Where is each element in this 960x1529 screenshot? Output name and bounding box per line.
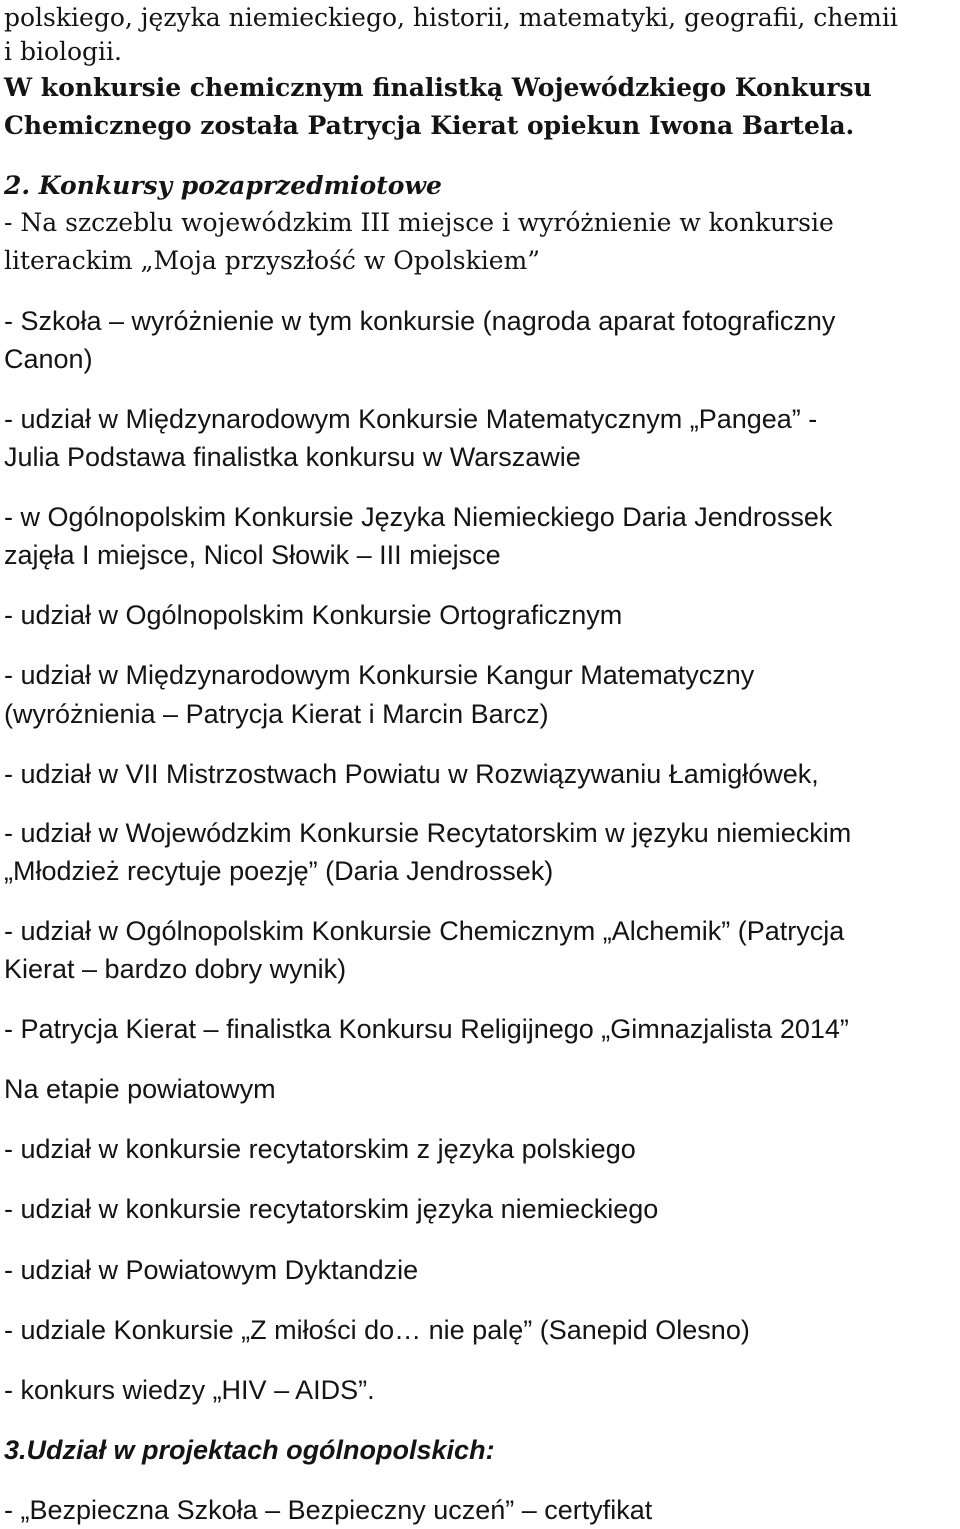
s2-paragraph-9-line-1: - udział w Ogólnopolskim Konkursie Chemicznym „Alchemik” (Patrycja	[4, 916, 845, 946]
s2-paragraph-2-line-2: Canon)	[4, 344, 93, 374]
s2-paragraph-16: - konkurs wiedzy „HIV – AIDS”.	[4, 1375, 375, 1405]
s2-paragraph-3-line-2: Julia Podstawa finalistka konkursu w Warszawie	[4, 442, 581, 472]
s2-paragraph-2-line-1: - Szkoła – wyróżnienie w tym konkursie (nagroda aparat fotograficzny	[4, 306, 836, 336]
s2-paragraph-15: - udziale Konkursie „Z miłości do… nie palę” (Sanepid Olesno)	[4, 1315, 750, 1345]
section-3-heading: 3.Udział w projektach ogólnopolskich:	[4, 1435, 495, 1465]
s2-paragraph-7: - udział w VII Mistrzostwach Powiatu w Rozwiązywaniu Łamigłówek,	[4, 759, 819, 789]
s2-paragraph-3-line-1: - udział w Międzynarodowym Konkursie Matematycznym „Pangea” -	[4, 404, 818, 434]
s2-paragraph-4-line-2: zajęła I miejsce, Nicol Słowik – III miejsce	[4, 540, 501, 570]
intro-line-3: W konkursie chemicznym finalistką Wojewódzkiego Konkursu	[4, 73, 872, 102]
s2-paragraph-9-line-2: Kierat – bardzo dobry wynik)	[4, 954, 347, 984]
s2-paragraph-6-line-2: (wyróżnienia – Patrycja Kierat i Marcin Barcz)	[4, 699, 549, 729]
s2-paragraph-8-line-2: „Młodzież recytuje poezję” (Daria Jendrossek)	[4, 856, 554, 886]
s2-subheading-powiat: Na etapie powiatowym	[4, 1074, 276, 1104]
s2-paragraph-12: - udział w konkursie recytatorskim z języka polskiego	[4, 1134, 636, 1164]
intro-line-2: i biologii.	[4, 37, 122, 66]
s3-paragraph-1: - „Bezpieczna Szkoła – Bezpieczny uczeń” – certyfikat	[4, 1495, 653, 1525]
s2-paragraph-1-line-1: - Na szczeblu wojewódzkim III miejsce i wyróżnienie w konkursie	[4, 208, 834, 237]
s2-paragraph-10: - Patrycja Kierat – finalistka Konkursu Religijnego „Gimnazjalista 2014”	[4, 1014, 849, 1044]
s2-paragraph-5: - udział w Ogólnopolskim Konkursie Ortograficznym	[4, 600, 623, 630]
intro-line-1: polskiego, języka niemieckiego, historii, matematyki, geografii, chemii	[4, 3, 898, 32]
s2-paragraph-14: - udział w Powiatowym Dyktandzie	[4, 1255, 419, 1285]
section-2-heading: 2. Konkursy pozaprzedmiotowe	[4, 171, 442, 200]
s2-paragraph-1-line-2: literackim „Moja przyszłość w Opolskiem”	[4, 246, 541, 275]
s2-paragraph-4-line-1: - w Ogólnopolskim Konkursie Języka Niemieckiego Daria Jendrossek	[4, 502, 833, 532]
intro-line-4: Chemicznego została Patrycja Kierat opiekun Iwona Bartela.	[4, 111, 855, 140]
s2-paragraph-8-line-1: - udział w Wojewódzkim Konkursie Recytatorskim w języku niemieckim	[4, 818, 852, 848]
s2-paragraph-6-line-1: - udział w Międzynarodowym Konkursie Kangur Matematyczny	[4, 660, 755, 690]
s2-paragraph-13: - udział w konkursie recytatorskim języka niemieckiego	[4, 1194, 659, 1224]
